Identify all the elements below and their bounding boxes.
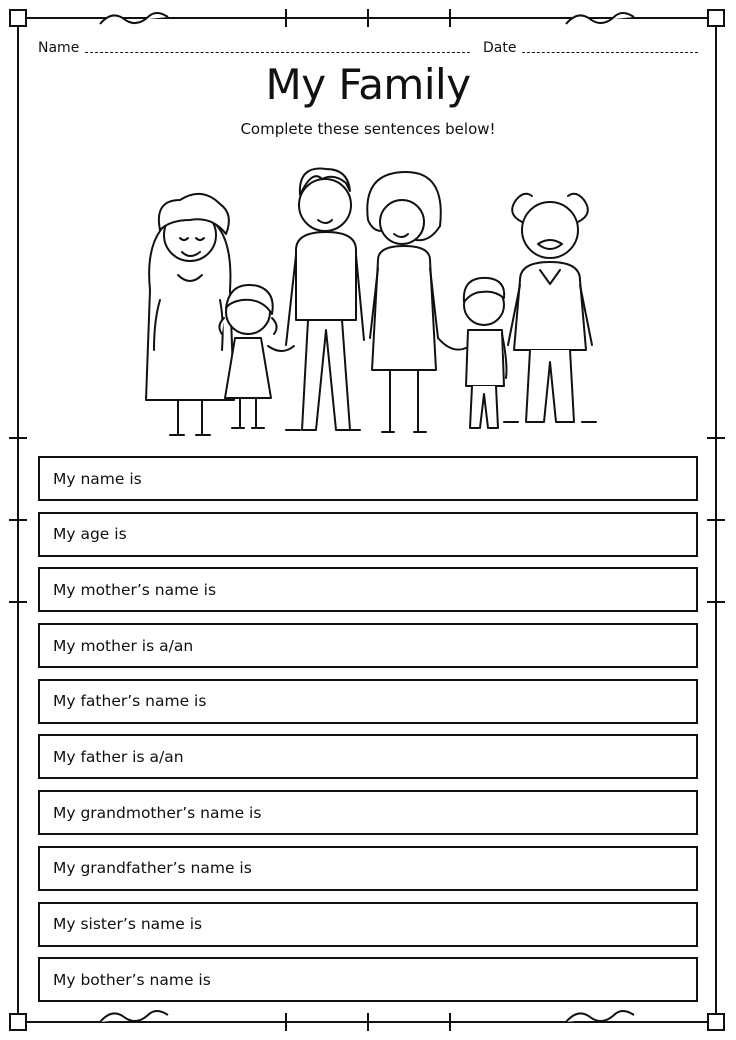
sentence-answer-box[interactable] bbox=[38, 957, 698, 1002]
sentence-prompt: My mother’s name is bbox=[53, 580, 217, 599]
name-field-row bbox=[38, 36, 470, 56]
sentence-prompt: My name is bbox=[53, 469, 142, 488]
sentence-answer-box[interactable] bbox=[38, 623, 698, 668]
father-figure bbox=[286, 169, 364, 430]
corner-square-tr bbox=[708, 10, 724, 26]
name-blank-line[interactable] bbox=[85, 52, 470, 53]
date-label: Date bbox=[483, 40, 517, 56]
date-blank-line[interactable] bbox=[522, 52, 698, 53]
name-label: Name bbox=[38, 40, 80, 56]
corner-square-tl bbox=[10, 10, 26, 26]
sentence-prompt: My bother’s name is bbox=[53, 970, 211, 989]
instructions-subtitle: Complete these sentences below! bbox=[240, 120, 496, 138]
sentence-prompt: My father’s name is bbox=[53, 692, 207, 711]
sentence-prompt: My mother is a/an bbox=[53, 636, 194, 655]
sentence-prompt: My grandfather’s name is bbox=[53, 859, 252, 878]
date-field-row bbox=[483, 36, 698, 56]
sentence-answer-box[interactable] bbox=[38, 902, 698, 947]
sentence-answer-box[interactable] bbox=[38, 846, 698, 891]
grandfather-figure bbox=[504, 194, 596, 422]
sentence-answer-box[interactable] bbox=[38, 734, 698, 779]
sentence-list bbox=[38, 456, 698, 1013]
page-title: My Family bbox=[265, 60, 471, 109]
sentence-prompt: My age is bbox=[53, 525, 127, 544]
sentence-answer-box[interactable] bbox=[38, 512, 698, 557]
boy-figure bbox=[464, 278, 507, 428]
sentence-prompt: My grandmother’s name is bbox=[53, 803, 262, 822]
corner-square-bl bbox=[10, 1014, 26, 1030]
family-illustration bbox=[120, 160, 620, 445]
sentence-answer-box[interactable] bbox=[38, 456, 698, 501]
mother-figure bbox=[367, 172, 466, 432]
sentence-answer-box[interactable] bbox=[38, 790, 698, 835]
sentence-answer-box[interactable] bbox=[38, 567, 698, 612]
corner-square-br bbox=[708, 1014, 724, 1030]
sentence-prompt: My sister’s name is bbox=[53, 915, 203, 933]
sentence-answer-box[interactable] bbox=[38, 679, 698, 724]
grandmother-figure bbox=[146, 194, 234, 435]
sentence-prompt: My father is a/an bbox=[53, 747, 184, 766]
